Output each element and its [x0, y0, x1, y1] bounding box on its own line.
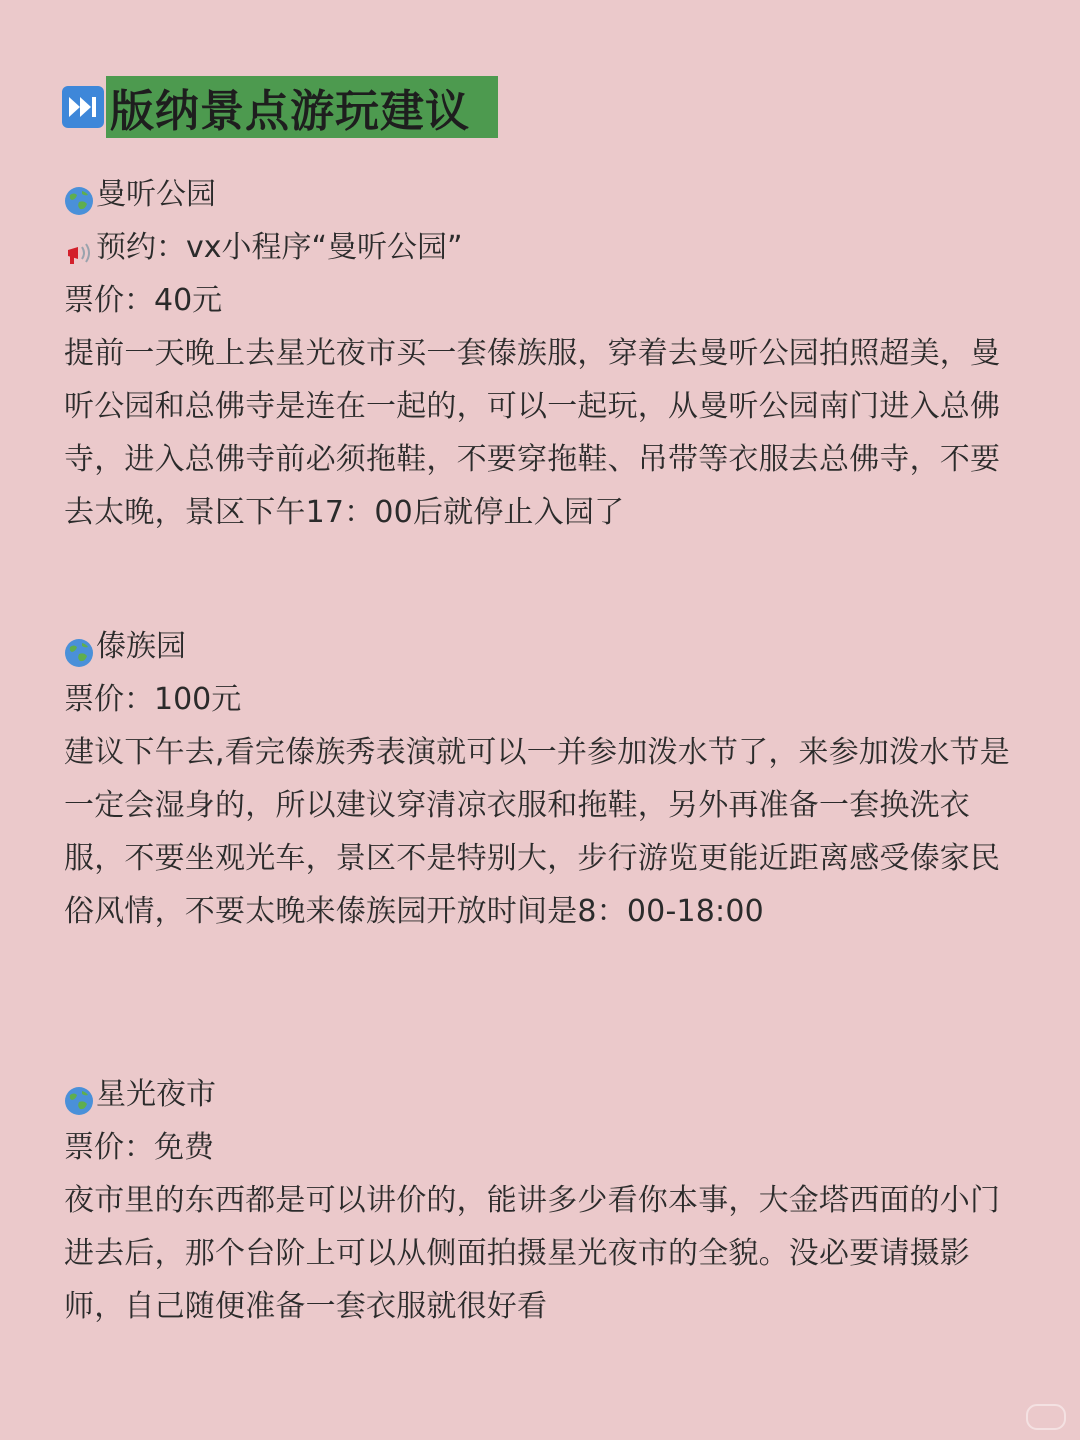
- megaphone-icon: [64, 233, 94, 263]
- globe-icon: [64, 1080, 94, 1110]
- price-text: 票价：100元: [64, 682, 242, 717]
- section-heading: [64, 168, 1024, 221]
- price-text: 票价：40元: [64, 283, 223, 318]
- fast-forward-icon: [62, 86, 104, 128]
- watermark-logo: [1026, 1404, 1066, 1430]
- section-description: 提前一天晚上去星光夜市买一套傣族服，穿着去曼听公园拍照超美，曼听公园和总佛寺是连在一起的，可以一起玩，从曼听公园南门进入总佛寺，进入总佛寺前必须拖鞋，不要穿拖鞋、吊带等衣服去总佛寺，不要去太晚，景区下午17：00后就停止入园了: [64, 336, 1001, 530]
- title-text: 版纳景点游玩建议: [106, 76, 498, 138]
- section-title: 傣族园: [96, 629, 186, 664]
- reservation-text: 预约：vx小程序“曼听公园”: [96, 230, 463, 265]
- section-heading: [64, 1068, 1024, 1121]
- section-description: 夜市里的东西都是可以讲价的，能讲多少看你本事，大金塔西面的小门进去后，那个台阶上可以从侧面拍摄星光夜市的全貌。没必要请摄影师，自己随便准备一套衣服就很好看: [64, 1183, 1001, 1324]
- section-dai-park: [64, 620, 1024, 938]
- price-text: 票价：免费: [64, 1130, 214, 1165]
- section-title: 曼听公园: [96, 177, 216, 212]
- reservation-line: [64, 221, 1024, 274]
- section-description: 建议下午去,看完傣族秀表演就可以一并参加泼水节了，来参加泼水节是一定会湿身的，所以建议穿清凉衣服和拖鞋，另外再准备一套换洗衣服，不要坐观光车，景区不是特别大，步行游览更能近距离感受傣家民俗风情，不要太晚来傣族园开放时间是8：00-18:00: [64, 735, 1010, 929]
- section-heading: [64, 620, 1024, 673]
- section-title: 星光夜市: [96, 1077, 216, 1112]
- section-starlight-night-market: [64, 1068, 1024, 1333]
- globe-icon: [64, 632, 94, 662]
- page-title: [62, 76, 498, 138]
- section-manting-park: [64, 168, 1024, 539]
- globe-icon: [64, 180, 94, 210]
